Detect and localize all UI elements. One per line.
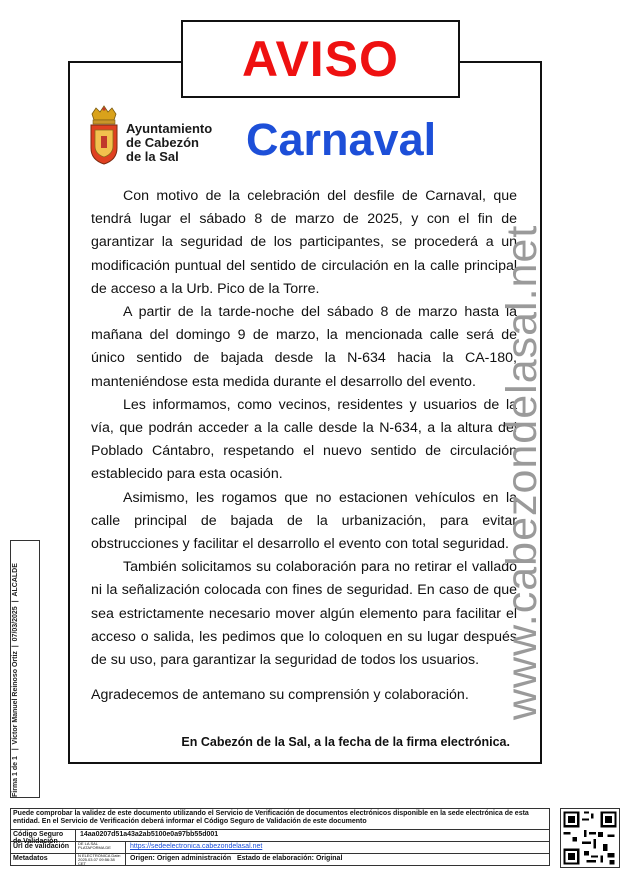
verification-footer	[10, 808, 550, 866]
coat-of-arms-icon	[86, 104, 122, 168]
paragraph: Les informamos, como vecinos, residentes y usuarios de la vía, que podrán acceder a la calle desde la N-634, a la altura del Poblado Cántabro, respetando el nuevo sentido de circulación establecido para esta ocasión.	[91, 396, 517, 483]
website-watermark: www.cabezondelasal.net	[498, 224, 546, 720]
signer-name: Víctor Manuel Reinoso Ortiz	[12, 651, 19, 745]
url-sub-label: DE LA SAL PLATAFORMA DE	[76, 842, 126, 853]
metadata-sub-label: N ELECTRÓNICA Date: 2025.03.07 09:56:38 CET	[76, 854, 126, 865]
qr-code-icon[interactable]	[560, 808, 620, 868]
metadata-origin: Origen: Origen administración	[130, 855, 232, 862]
paragraph: También solicitamos su colaboración para no retirar el vallado ni la señalización colocada con fines de seguridad. En caso de que sea estrictamente necesario mover algún elemento para facilitar el acceso o salida, les pedimos que lo coloquen en su lugar después de su uso, para garantizar la seguridad de todos los usuarios.	[91, 559, 517, 669]
aviso-banner	[181, 20, 460, 98]
validation-link[interactable]: https://sedeelectronica.cabezondelasal.net	[130, 843, 263, 850]
url-label: Url de validación	[11, 842, 76, 853]
csv-value: 14aa0207d51a43a2ab5100e0a97bb55d001	[80, 831, 219, 838]
logo-line-3: de la Sal	[126, 149, 179, 164]
signature-page: Firma 1 de 1	[12, 756, 19, 797]
metadata-state: Estado de elaboración: Original	[236, 855, 343, 862]
town-hall-logo	[86, 104, 236, 168]
verification-note: Puede comprobar la validez de este documento utilizando el Servicio de Verificación de documentos electrónicos disponible en la sede electrónica de esta entidad. En el Servicio de Verificación deberá informar el Código Seguro de Validación de este documento	[13, 810, 529, 825]
page-title: Carnaval	[246, 114, 437, 165]
logo-line-1: Ayuntamiento	[126, 121, 213, 136]
closing-line: En Cabezón de la Sal, a la fecha de la firma electrónica.	[181, 735, 510, 749]
paragraph: A partir de la tarde-noche del sábado 8 de marzo hasta la mañana del domingo 9 de marzo, la mencionada calle será de único sentido de bajada desde la N-634 hacia la CA-180, manteniéndose esta medida durante el desarrollo del evento.	[91, 304, 517, 390]
csv-label: Código Seguro de Validación	[11, 830, 76, 841]
aviso-label: AVISO	[242, 31, 399, 87]
metadata-label: Metadatos	[11, 854, 76, 865]
logo-line-2: de Cabezón	[126, 135, 199, 150]
paragraph: Asimismo, les rogamos que no estacionen vehículos en la calle principal de bajada de la urbanización, para evitar obstrucciones y facilitar el desarrollo el evento con total seguridad.	[91, 489, 517, 553]
paragraph: Con motivo de la celebración del desfile de Carnaval, que tendrá lugar el sábado 8 de marzo de 2025, y con el fin de garantizar la seguridad de los participantes, se procederá a un modificación puntual del sentido de circulación en la calle principal de acceso a la Urb. Pico de la Torre.	[91, 188, 517, 297]
signature-date: 07/03/2025	[12, 606, 19, 642]
signer-role: ALCALDE	[12, 563, 19, 597]
signature-strip: Firma 1 de 1 | Víctor Manuel Reinoso Ortiz | 07/03/2025 | ALCALDE	[12, 563, 19, 797]
notice-body	[91, 185, 517, 707]
thanks-text: Agradecemos de antemano su comprensión y colaboración.	[91, 687, 469, 704]
